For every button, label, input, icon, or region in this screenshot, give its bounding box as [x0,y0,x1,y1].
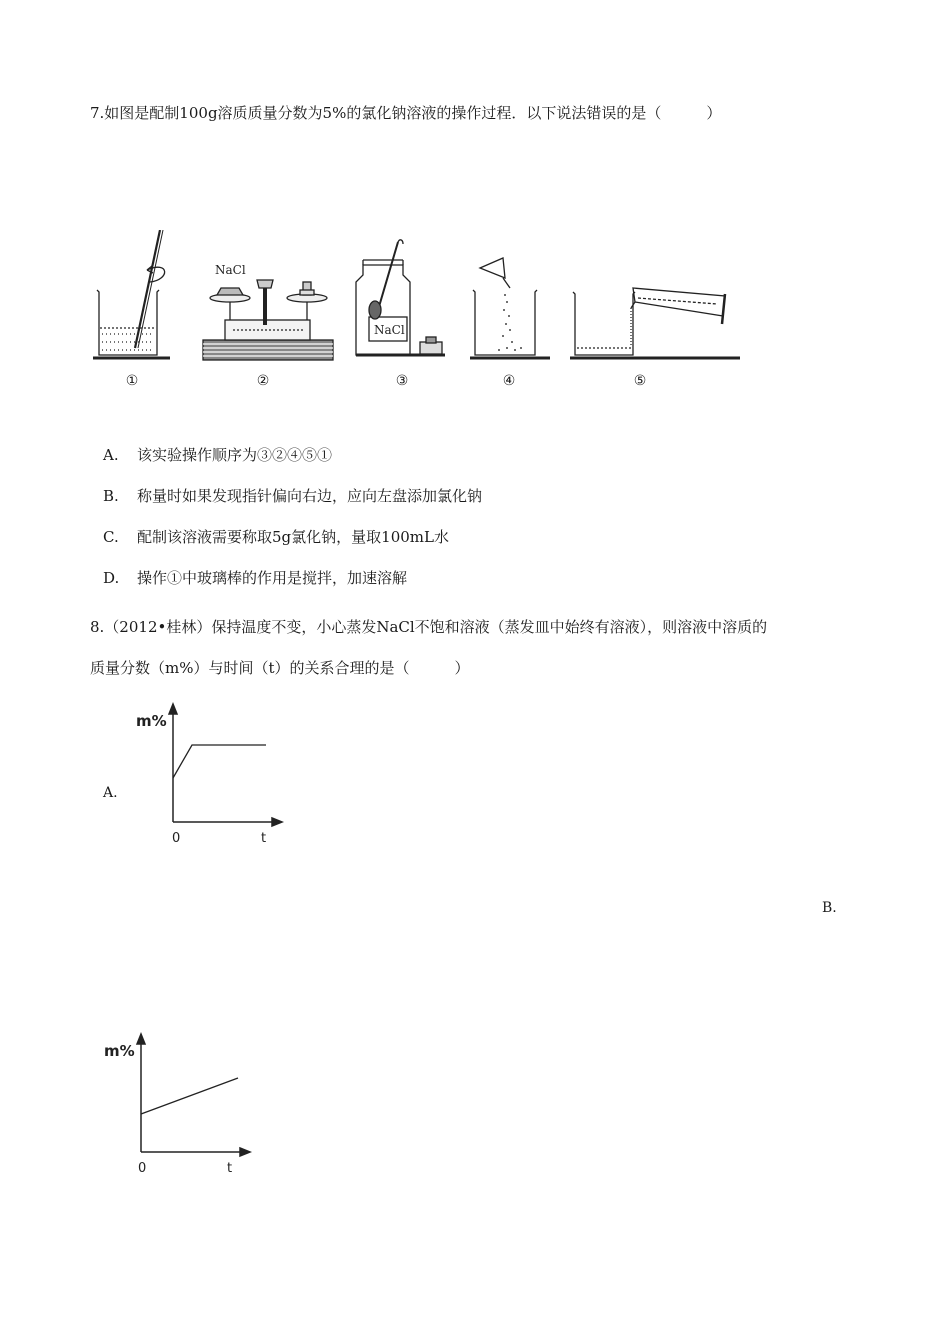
step-number-1: ① [125,373,139,389]
balance-nacl-label: NaCl [215,263,246,277]
option-text: 操作①中玻璃棒的作用是搅拌，加速溶解 [137,569,408,587]
origin-label: 0 [172,831,181,846]
x-axis-label: t [261,831,267,846]
q7-option-c[interactable] [103,526,449,547]
option-letter: B. [103,487,119,505]
x-axis-arrow [240,1148,250,1156]
option-letter: D. [103,569,120,587]
y-axis-label: m% [136,712,167,730]
balance-icon [203,280,333,360]
y-axis-arrow [169,704,177,714]
q8-graph-b[interactable] [96,1030,256,1180]
option-text: 称量时如果发现指针偏向右边，应向左盘添加氯化钠 [137,487,483,505]
q8-choice-a-letter[interactable]: A. [103,785,118,801]
q7-apparatus-figure [85,230,745,365]
q7-option-a[interactable] [103,444,332,465]
y-axis-label: m% [104,1042,135,1060]
reagent-bottle-icon [356,240,445,355]
q8-choice-b-letter[interactable]: B. [822,900,837,916]
step-number-2: ② [256,373,270,389]
option-text: 配制该溶液需要称取5g氯化钠，量取100mL水 [137,528,449,546]
q8-stem-line2: 质量分数（m%）与时间（t）的关系合理的是（ ） [90,659,470,677]
q7-stem: 7.如图是配制100g溶质质量分数为5%的氯化钠溶液的操作过程．以下说法错误的是（ ） [90,104,722,122]
bottle-nacl-label: NaCl [374,323,405,337]
graph-a-curve [173,745,266,778]
origin-label: 0 [138,1161,147,1176]
q7-option-b[interactable] [103,485,482,506]
option-letter: C. [103,528,119,546]
x-axis-label: t [227,1161,233,1176]
x-axis-arrow [272,818,282,826]
q8-graph-a[interactable] [128,700,288,850]
step-number-4: ④ [502,373,516,389]
y-axis-arrow [137,1034,145,1044]
q8-stem-line1: 8.（2012•桂林）保持温度不变，小心蒸发NaCl不饱和溶液（蒸发皿中始终有溶液），则溶液中溶质的 [90,618,768,636]
beaker-stirring-icon [93,230,170,358]
option-text: 该实验操作顺序为③②④⑤① [137,446,333,464]
beaker-pouring-cylinder-icon [570,288,740,358]
beaker-pouring-solid-icon [470,258,550,358]
step-number-5: ⑤ [633,373,647,389]
q7-option-d[interactable] [103,567,407,588]
graph-b-curve [141,1078,238,1114]
option-letter: A. [103,446,119,464]
step-number-3: ③ [395,373,409,389]
